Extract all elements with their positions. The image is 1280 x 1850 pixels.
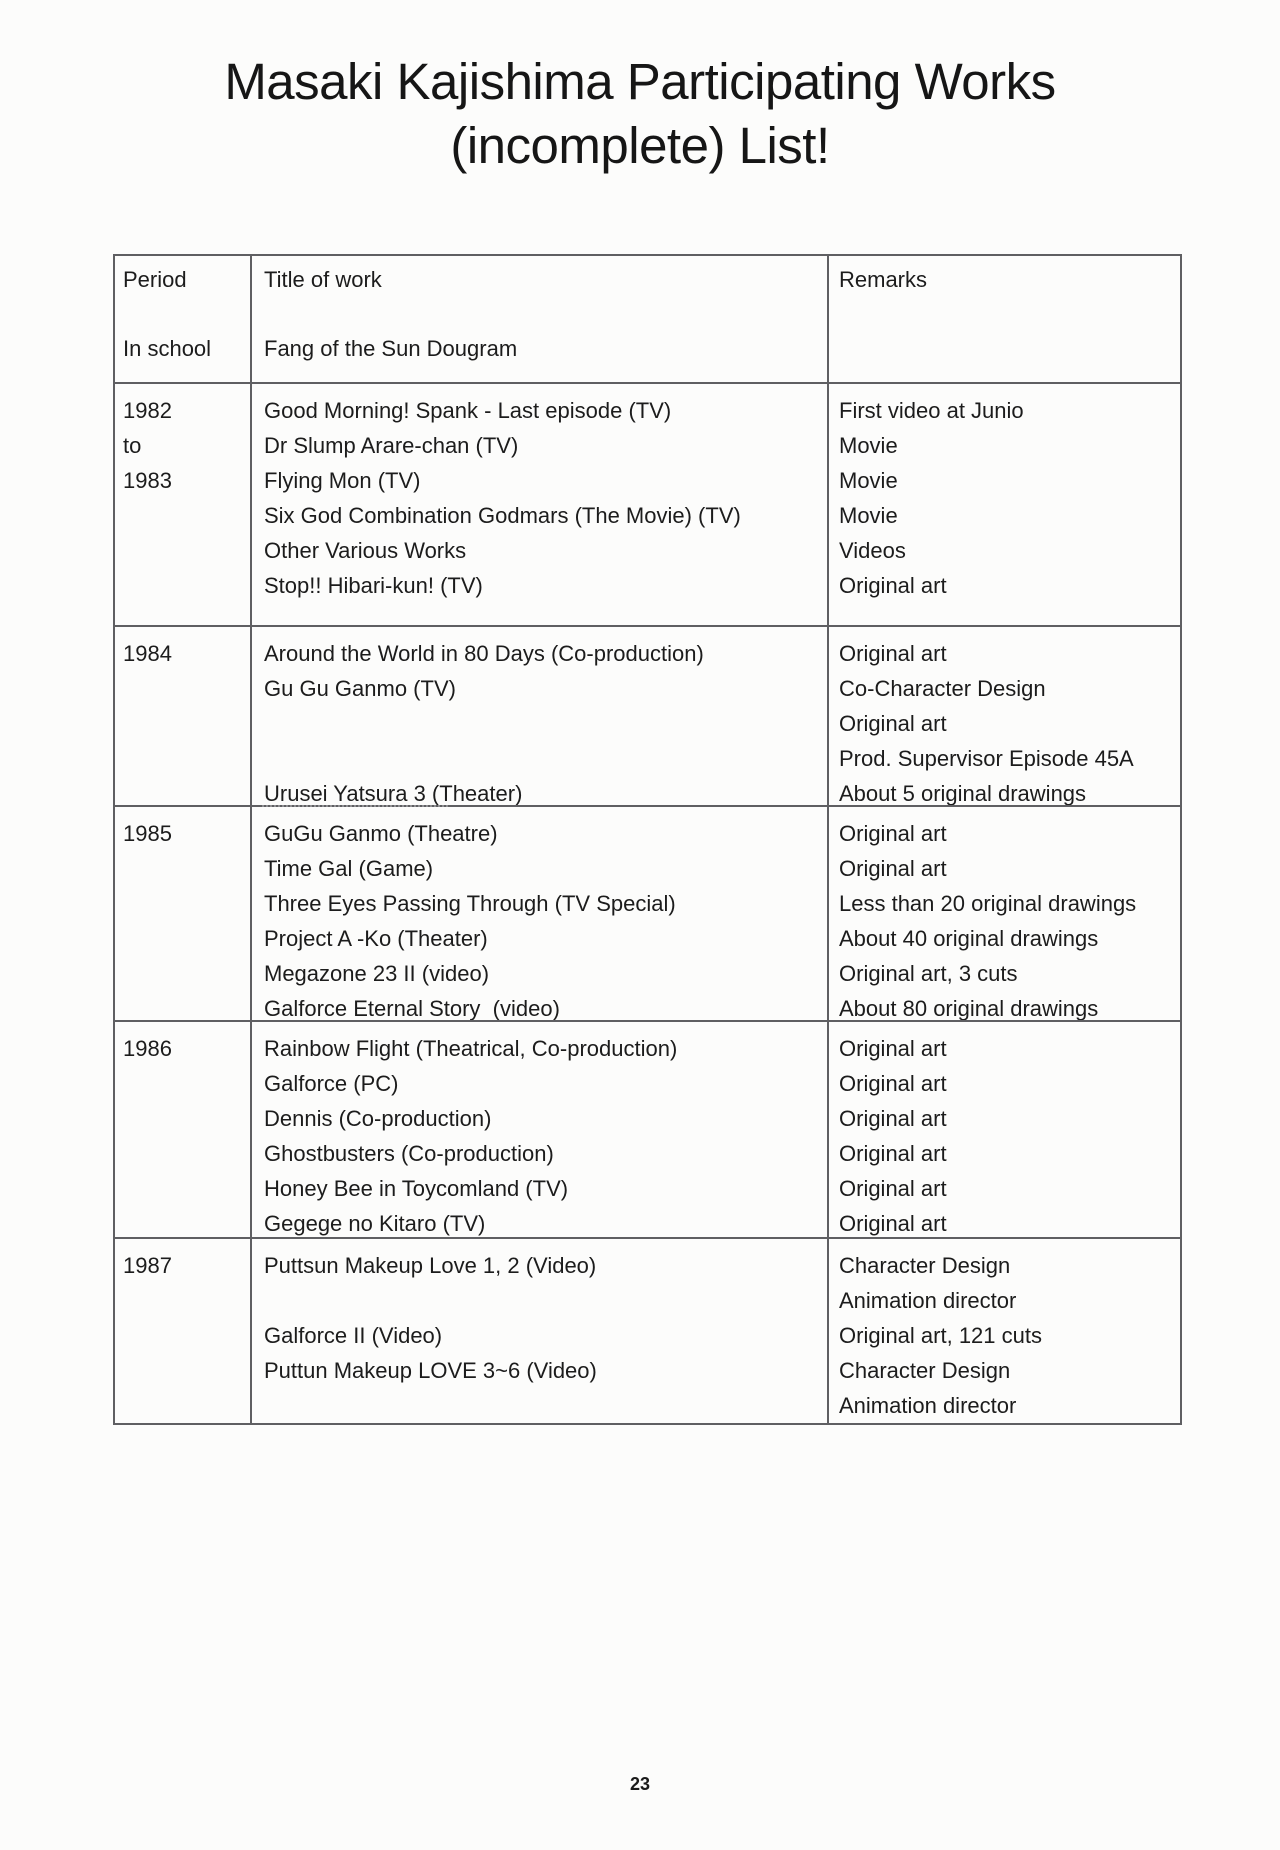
period-cell	[115, 322, 252, 382]
title-cell	[252, 807, 829, 1020]
title-cell-line	[264, 1283, 821, 1318]
title-cell-line: Good Morning! Spank - Last episode (TV)	[264, 398, 672, 423]
title-cell-line: Dr Slump Arare-chan (TV)	[264, 433, 519, 458]
title-cell-line: Six God Combination Godmars (The Movie) (TV)	[264, 503, 741, 528]
works-table	[113, 254, 1182, 1425]
title-cell-line: Galforce (PC)	[264, 1071, 399, 1096]
header-label-title: Title of work	[264, 267, 382, 292]
pencil-underline-artifact	[262, 805, 448, 807]
period-cell-line: 1987	[123, 1253, 172, 1278]
header-cell-remarks	[829, 256, 1180, 322]
title-cell-line: Ghostbusters (Co-production)	[264, 1141, 554, 1166]
remarks-cell	[829, 627, 1180, 805]
remarks-cell-line: Original art	[839, 1106, 947, 1131]
table-row	[115, 1020, 1180, 1237]
title-cell-line	[264, 706, 821, 741]
title-cell-line: Urusei Yatsura 3 (Theater)	[264, 781, 523, 805]
remarks-cell-line: Original art, 121 cuts	[839, 1323, 1042, 1348]
remarks-cell-line: Original art	[839, 573, 947, 598]
period-cell-line: 1984	[123, 641, 172, 666]
table-row	[115, 805, 1180, 1020]
period-cell-line: In school	[123, 336, 212, 361]
period-cell	[115, 1022, 252, 1237]
remarks-cell-line	[839, 331, 1174, 366]
page-title	[0, 50, 1280, 178]
remarks-cell-line: Character Design	[839, 1253, 1011, 1278]
remarks-cell-line: About 40 original drawings	[839, 926, 1099, 951]
remarks-cell-line: Original art	[839, 1071, 947, 1096]
title-cell-line: Three Eyes Passing Through (TV Special)	[264, 891, 676, 916]
page-title-line2: (incomplete) List!	[450, 117, 830, 174]
table-row	[115, 322, 1180, 382]
title-cell-line: Puttun Makeup LOVE 3~6 (Video)	[264, 1358, 597, 1383]
period-cell-line: to	[123, 433, 142, 458]
remarks-cell-line: Co-Character Design	[839, 676, 1046, 701]
period-cell	[115, 384, 252, 625]
title-cell-line: Around the World in 80 Days (Co-production)	[264, 641, 704, 666]
title-cell	[252, 322, 829, 382]
remarks-cell	[829, 1239, 1180, 1423]
period-cell-line: 1985	[123, 821, 172, 846]
title-cell	[252, 384, 829, 625]
title-cell-line: Project A -Ko (Theater)	[264, 926, 488, 951]
remarks-cell	[829, 322, 1180, 382]
title-cell-line: Gu Gu Ganmo (TV)	[264, 676, 456, 701]
remarks-cell-line: Original art	[839, 711, 947, 736]
title-cell	[252, 1022, 829, 1237]
page-title-line1: Masaki Kajishima Participating Works	[224, 53, 1056, 110]
title-cell-line: Galforce II (Video)	[264, 1323, 443, 1348]
title-cell-line: Dennis (Co-production)	[264, 1106, 492, 1131]
title-cell-line: Galforce Eternal Story (video)	[264, 996, 560, 1020]
title-cell-line: GuGu Ganmo (Theatre)	[264, 821, 498, 846]
title-cell-line: Stop!! Hibari-kun! (TV)	[264, 573, 483, 598]
period-cell	[115, 1239, 252, 1423]
remarks-cell-line: First video at Junio	[839, 398, 1024, 423]
title-cell-line	[264, 1388, 821, 1423]
remarks-cell-line: Character Design	[839, 1358, 1011, 1383]
remarks-cell-line: About 5 original drawings	[839, 781, 1087, 805]
table-row	[115, 1237, 1180, 1423]
remarks-cell-line: Animation director	[839, 1288, 1017, 1313]
header-cell-period	[115, 256, 252, 322]
title-cell	[252, 1239, 829, 1423]
remarks-cell-line: Original art	[839, 821, 947, 846]
header-label-period: Period	[123, 267, 187, 292]
remarks-cell-line: Original art	[839, 1036, 947, 1061]
period-cell-line: 1983	[123, 468, 172, 493]
remarks-cell-line: Original art	[839, 1211, 947, 1236]
title-cell-line: Puttsun Makeup Love 1, 2 (Video)	[264, 1253, 597, 1278]
header-label-remarks: Remarks	[839, 267, 928, 292]
title-cell-line: Time Gal (Game)	[264, 856, 434, 881]
header-cell-title	[252, 256, 829, 322]
remarks-cell-line: Original art	[839, 641, 947, 666]
remarks-cell-line: About 80 original drawings	[839, 996, 1099, 1020]
period-cell-line: 1982	[123, 398, 172, 423]
remarks-cell	[829, 807, 1180, 1020]
title-cell-line: Rainbow Flight (Theatrical, Co-production)	[264, 1036, 678, 1061]
remarks-cell-line: Original art, 3 cuts	[839, 961, 1018, 986]
remarks-cell-line: Original art	[839, 1176, 947, 1201]
page-number: 23	[629, 1774, 651, 1794]
period-cell-line: 1986	[123, 1036, 172, 1061]
remarks-cell-line: Original art	[839, 1141, 947, 1166]
title-cell-line: Fang of the Sun Dougram	[264, 336, 518, 361]
title-cell-line: Gegege no Kitaro (TV)	[264, 1211, 486, 1236]
table-header-row	[115, 256, 1180, 322]
remarks-cell-line: Less than 20 original drawings	[839, 891, 1137, 916]
title-cell-line: Other Various Works	[264, 538, 467, 563]
remarks-cell	[829, 384, 1180, 625]
period-cell	[115, 627, 252, 805]
title-cell-line	[264, 741, 821, 776]
remarks-cell-line: Movie	[839, 468, 898, 493]
remarks-cell-line: Prod. Supervisor Episode 45A	[839, 746, 1134, 771]
remarks-cell-line: Animation director	[839, 1393, 1017, 1418]
title-cell	[252, 627, 829, 805]
table-row	[115, 625, 1180, 805]
title-cell-line: Flying Mon (TV)	[264, 468, 421, 493]
table-row	[115, 382, 1180, 625]
period-cell	[115, 807, 252, 1020]
remarks-cell-line: Original art	[839, 856, 947, 881]
works-table-body	[115, 322, 1180, 1423]
remarks-cell-line: Movie	[839, 503, 898, 528]
remarks-cell	[829, 1022, 1180, 1237]
remarks-cell-line: Movie	[839, 433, 898, 458]
title-cell-line: Megazone 23 II (video)	[264, 961, 490, 986]
remarks-cell-line: Videos	[839, 538, 906, 563]
title-cell-line: Honey Bee in Toycomland (TV)	[264, 1176, 569, 1201]
